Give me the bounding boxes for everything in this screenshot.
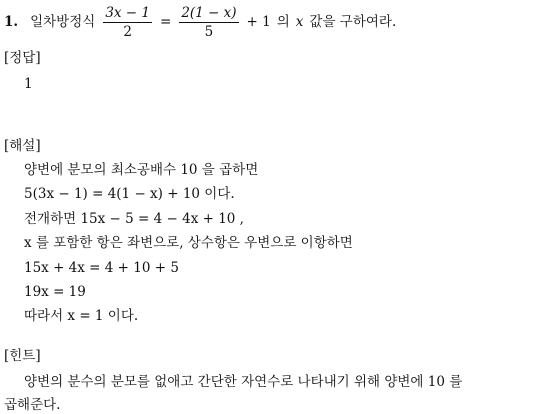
- answer-value: 1: [24, 76, 33, 92]
- rhs-numerator: 2(1 − x): [179, 7, 238, 24]
- lhs-numerator: 3x − 1: [103, 7, 152, 24]
- problem-middle-text: 의: [276, 14, 290, 31]
- hint-line-2: 곱해준다.: [4, 397, 61, 413]
- hint-line-1: 양변의 분수의 분모를 없애고 간단한 자연수로 나타내기 위해 양변에 10 를: [24, 374, 463, 390]
- equals-sign: =: [160, 14, 172, 31]
- rhs-tail: + 1: [246, 14, 271, 31]
- lhs-denominator: 2: [123, 24, 132, 40]
- problem-post-text: 값을 구하여라.: [309, 14, 397, 31]
- problem-number: 1.: [4, 14, 19, 31]
- rhs-denominator: 5: [204, 24, 214, 40]
- solution-body: [24, 164, 353, 335]
- solution-header: [해설]: [4, 138, 41, 154]
- solution-line: 19x = 19: [24, 283, 86, 300]
- answer-header: [정답]: [4, 50, 41, 66]
- solution-line: 전개하면 15x − 5 = 4 − 4x + 10 ,: [24, 210, 244, 227]
- problem-variable: x: [295, 14, 304, 31]
- rhs-fraction: [179, 4, 238, 40]
- solution-line: 따라서 x = 1 이다.: [24, 308, 139, 325]
- solution-line: 양변에 분모의 최소공배수 10 을 곱하면: [24, 162, 259, 178]
- problem-statement: [4, 6, 396, 40]
- solution-line: x 를 포함한 항은 좌변으로, 상수항은 우변으로 이항하면: [24, 235, 353, 252]
- solution-line: 5(3x − 1) = 4(1 − x) + 10 이다.: [24, 186, 235, 203]
- problem-pre-text: 일차방정식: [30, 14, 96, 31]
- hint-header: [힌트]: [4, 348, 41, 364]
- solution-line: 15x + 4x = 4 + 10 + 5: [24, 259, 179, 276]
- lhs-fraction: [103, 4, 152, 40]
